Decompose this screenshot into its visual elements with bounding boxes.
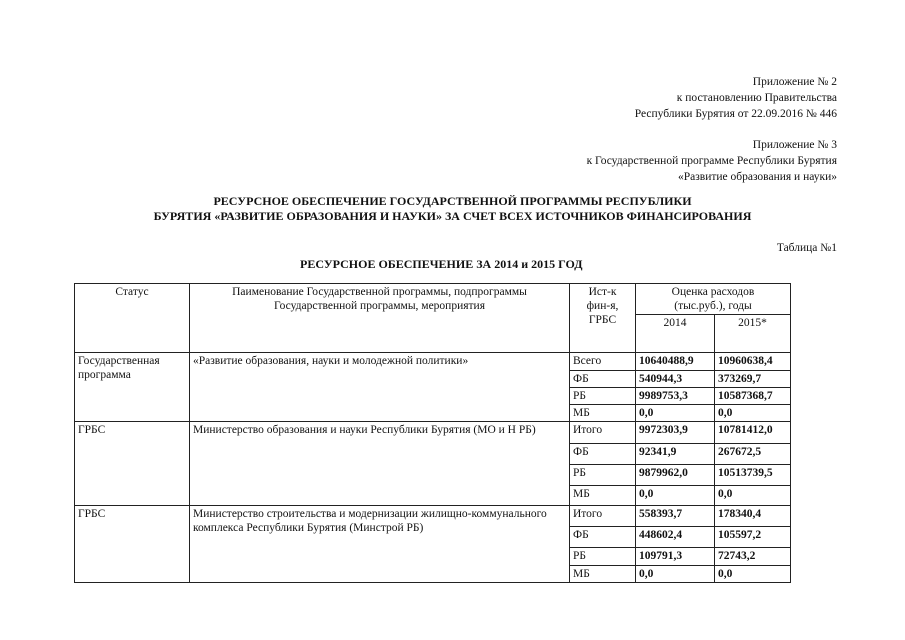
row-value-2014: 92341,9 [636,444,715,465]
row-source: ФБ [570,527,636,548]
header-source-line3: ГРБС [588,314,617,326]
header-source-line1: Ист-к [588,286,617,298]
table-row [75,422,791,444]
table-row [75,506,791,527]
row-name: Министерство строительства и модернизации жилищно-коммунального комплекса Республики Бурятия (Минстрой РБ) [190,506,570,583]
document-title-line1: РЕСУРСНОЕ ОБЕСПЕЧЕНИЕ ГОСУДАРСТВЕННОЙ ПРОГРАММЫ РЕСПУБЛИКИ [213,194,692,208]
appendix-2-line2: к постановлению Правительства [676,92,837,104]
appendix-3-line3: «Развитие образования и науки» [677,171,837,183]
row-value-2015: 178340,4 [715,506,791,527]
row-name: Министерство образования и науки Республики Бурятия (МО и Н РБ) [190,422,570,506]
header-estimate [636,284,791,315]
row-value-2014: 109791,3 [636,548,715,566]
row-status: ГРБС [75,506,190,583]
row-value-2015: 0,0 [715,566,791,583]
row-value-2015: 105597,2 [715,527,791,548]
row-value-2014: 9879962,0 [636,465,715,486]
appendix-3-block [587,137,837,185]
header-source [570,284,636,353]
row-source: ФБ [570,444,636,465]
table-row [75,353,791,371]
document-title-line2: БУРЯТИЯ «РАЗВИТИЕ ОБРАЗОВАНИЯ И НАУКИ» ЗА СЧЕТ ВСЕХ ИСТОЧНИКОВ ФИНАНСИРОВАНИЯ [153,209,752,223]
table-header-row [75,284,791,315]
appendix-2-line3: Республики Бурятия от 22.09.2016 № 446 [634,108,837,120]
table-number: Таблица №1 [776,242,837,254]
header-estimate-line1: Оценка расходов [671,286,755,298]
header-year-2014: 2014 [636,315,715,353]
document-title [0,194,905,224]
row-value-2015: 373269,7 [715,371,791,388]
row-source: Итого [570,506,636,527]
row-source: МБ [570,486,636,506]
header-estimate-line2: (тыс.руб.), годы [674,300,752,312]
appendix-2-line1: Приложение № 2 [752,76,837,88]
row-source: ФБ [570,371,636,388]
header-source-line2: фин-я, [586,300,619,312]
row-value-2015: 267672,5 [715,444,791,465]
row-value-2015: 10960638,4 [715,353,791,371]
row-source: Итого [570,422,636,444]
row-value-2014: 9989753,3 [636,388,715,405]
row-value-2015: 10781412,0 [715,422,791,444]
table-subtitle: РЕСУРСНОЕ ОБЕСПЕЧЕНИЕ ЗА 2014 и 2015 ГОД [300,257,583,271]
row-value-2014: 9972303,9 [636,422,715,444]
row-value-2014: 10640488,9 [636,353,715,371]
row-source: РБ [570,465,636,486]
row-status: ГРБС [75,422,190,506]
row-value-2014: 0,0 [636,405,715,422]
header-name: Паименование Государственной программы, подпрограммы Государственной программы, мероприятия [190,284,570,353]
row-source: РБ [570,548,636,566]
row-name: «Развитие образования, науки и молодежной политики» [190,353,570,422]
row-source: Всего [570,353,636,371]
row-value-2015: 0,0 [715,486,791,506]
header-year-2015: 2015* [715,315,791,353]
row-value-2015: 10513739,5 [715,465,791,486]
appendix-3-line1: Приложение № 3 [752,139,837,151]
row-source: МБ [570,405,636,422]
row-value-2014: 0,0 [636,566,715,583]
row-source: МБ [570,566,636,583]
row-source: РБ [570,388,636,405]
row-value-2014: 0,0 [636,486,715,506]
row-value-2015: 0,0 [715,405,791,422]
appendix-3-line2: к Государственной программе Республики Бурятия [586,155,837,167]
appendix-2-block [635,74,837,122]
header-status: Статус [75,284,190,353]
row-value-2015: 72743,2 [715,548,791,566]
row-value-2014: 558393,7 [636,506,715,527]
row-value-2014: 448602,4 [636,527,715,548]
row-status: Государственная программа [75,353,190,422]
resource-table [74,283,791,583]
row-value-2015: 10587368,7 [715,388,791,405]
row-value-2014: 540944,3 [636,371,715,388]
